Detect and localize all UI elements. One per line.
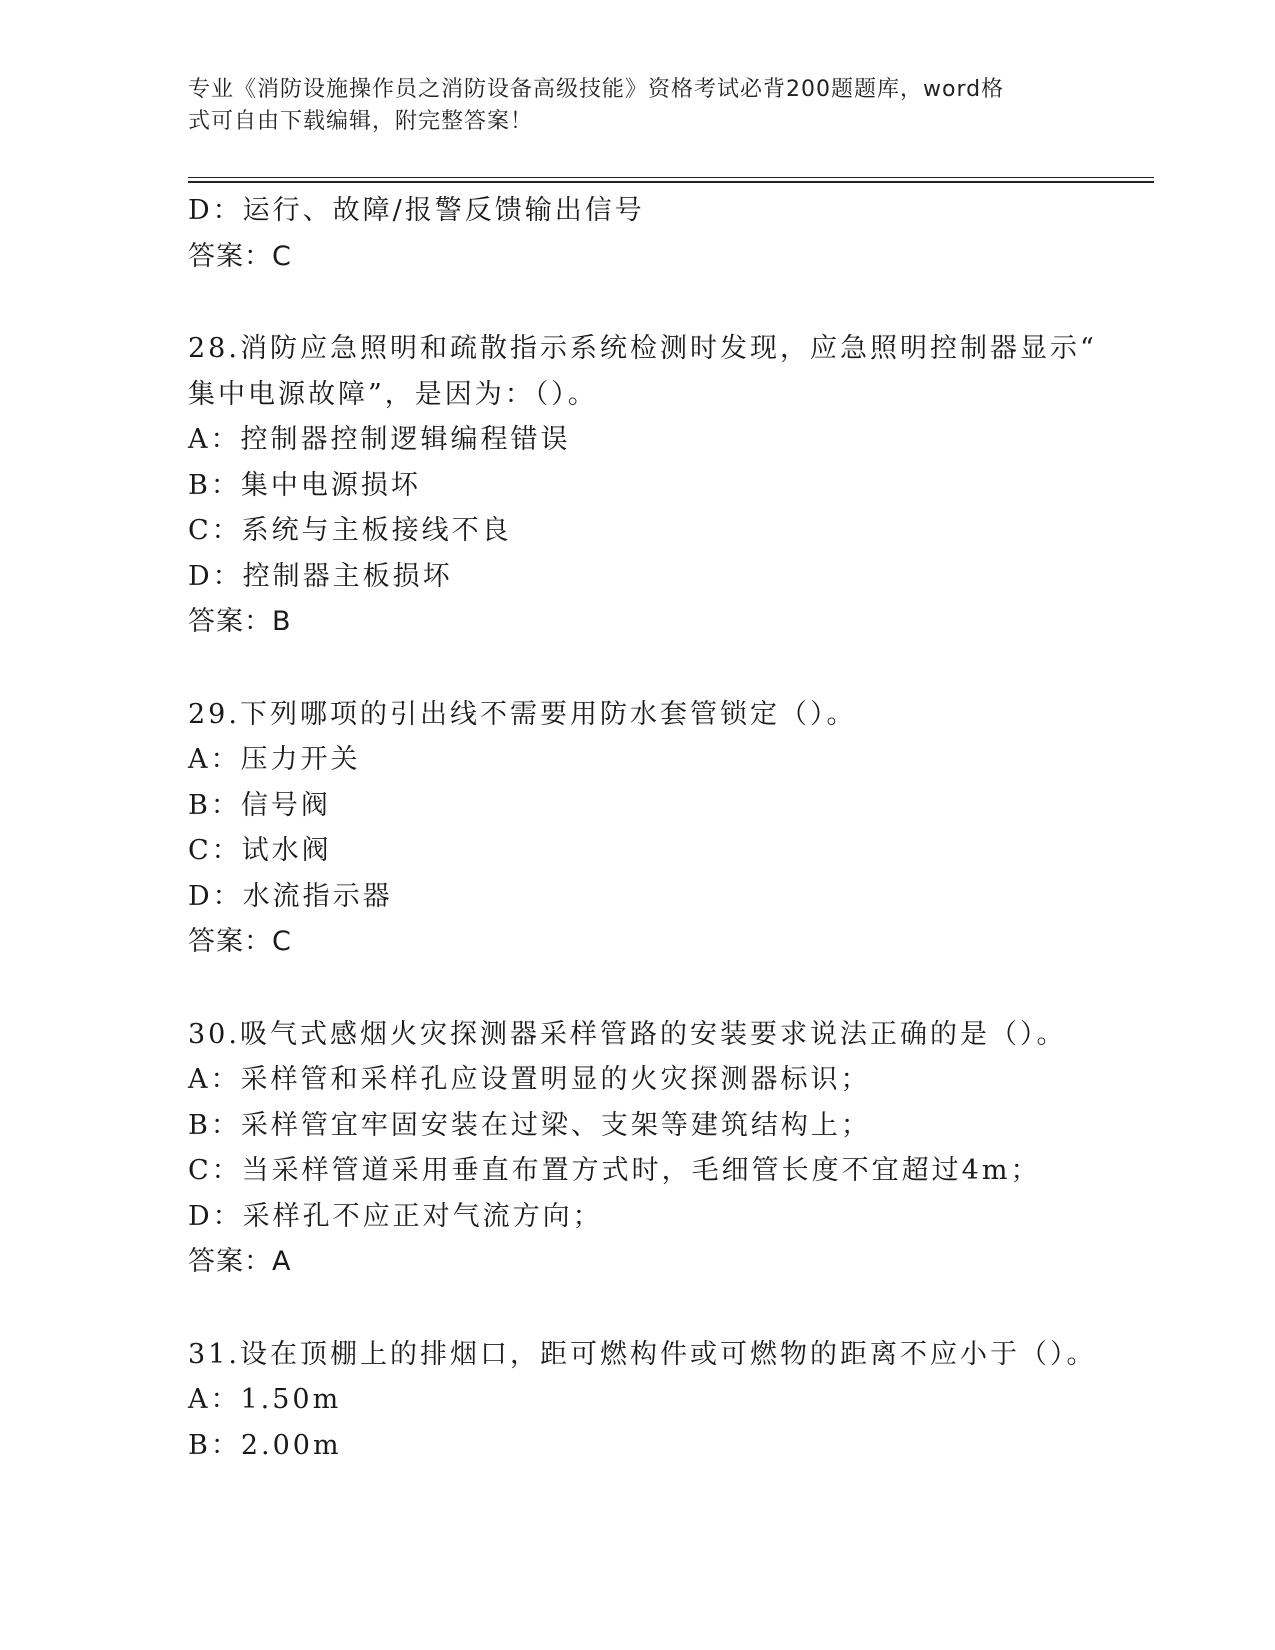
option-c: C：试水阀 — [188, 835, 332, 866]
question-list — [188, 188, 1097, 1468]
option-a: A：控制器控制逻辑编程错误 — [188, 424, 571, 455]
question-31 — [188, 1332, 1097, 1469]
option-c: C：当采样管道采用垂直布置方式时，毛细管长度不宜超过4m； — [188, 1155, 1041, 1186]
spacer — [188, 645, 1088, 692]
answer-line: 答案：C — [188, 240, 292, 272]
option-a: A：压力开关 — [188, 744, 361, 775]
question-stem: 31.设在顶棚上的排烟口，距可燃构件或可燃物的距离不应小于（）。 — [188, 1338, 1097, 1370]
option-a: A：采样管和采样孔应设置明显的火灾探测器标识； — [188, 1064, 871, 1095]
option-d: D：运行、故障/报警反馈输出信号 — [188, 195, 645, 226]
question-30 — [188, 1012, 1088, 1285]
spacer — [188, 1285, 1088, 1332]
header-divider-thin — [188, 177, 1154, 178]
question-stem: 28.消防应急照明和疏散指示系统检测时发现，应急照明控制器显示“ — [188, 333, 1097, 364]
option-d: D：采样孔不应正对气流方向； — [188, 1200, 603, 1232]
option-d: D：控制器主板损坏 — [188, 560, 453, 592]
option-b: B：集中电源损坏 — [188, 469, 421, 501]
question-stem-cont: 集中电源故障”，是因为：（）。 — [188, 378, 598, 410]
question-28 — [188, 326, 1097, 645]
question-stem: 30.吸气式感烟火灾探测器采样管路的安装要求说法正确的是（）。 — [188, 1018, 1067, 1050]
spacer — [188, 279, 1088, 326]
option-d: D：水流指示器 — [188, 880, 393, 912]
page-header — [188, 74, 1078, 138]
answer-line: 答案：B — [188, 606, 292, 637]
answer-line: 答案：C — [188, 926, 292, 957]
spacer — [188, 965, 1088, 1012]
header-line-2: 式可自由下载编辑，附完整答案！ — [188, 109, 534, 134]
option-b: B：信号阀 — [188, 789, 331, 821]
option-b: B：2.00m — [188, 1429, 342, 1461]
question-stem: 29.下列哪项的引出线不需要用防水套管锁定（）。 — [188, 698, 857, 730]
option-b: B：采样管宜牢固安装在过梁、支架等建筑结构上； — [188, 1109, 871, 1141]
option-c: C：系统与主板接线不良 — [188, 515, 512, 546]
option-a: A：1.50m — [188, 1384, 342, 1415]
answer-line: 答案：A — [188, 1246, 292, 1277]
header-divider-thick — [188, 181, 1154, 183]
header-line-1: 专业《消防设施操作员之消防设备高级技能》资格考试必背200题题库，word格 — [188, 77, 1005, 102]
question-29 — [188, 692, 1088, 965]
